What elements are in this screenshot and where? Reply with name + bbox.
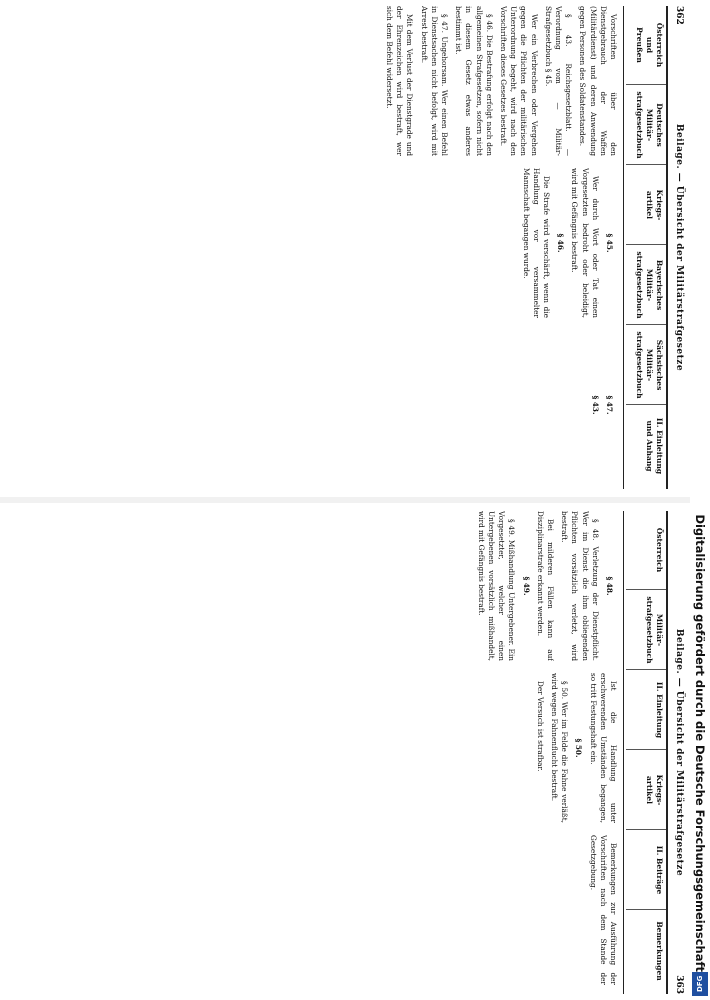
column-divider (626, 829, 666, 830)
header-rule (666, 6, 668, 489)
paragraph: § 46. Die Bestrafung erfolgt nach den allgemeinen Strafgesetzen, sofern nicht in diesem Gesetz etwas anderes bestimmt ist. (454, 6, 494, 156)
dfg-logo: DFG (692, 972, 708, 996)
paragraph: § 48. Verletzung der Dienstpflicht. Wer im Dienst die ihm obliegenden Pflichten vorsätzlich verletzt, wird bestraft. (560, 511, 600, 661)
text-column (18, 168, 618, 318)
paragraph: § 49. Mißhandlung Untergebener. Ein Vorgesetzter, welcher einen Untergebenen vorsätzlich mißhandelt, wird mit Gefängnis bestraft. (476, 511, 517, 661)
column-divider (626, 909, 666, 910)
column-headings (624, 511, 664, 994)
column-heading: Österreich (655, 527, 664, 573)
text-column (18, 330, 618, 480)
column-divider (626, 164, 666, 165)
heading-rule (623, 511, 624, 994)
section-number: § 46. (556, 233, 566, 253)
text-column (18, 835, 618, 985)
section-number: § 48. (605, 576, 614, 596)
column-divider (626, 749, 666, 750)
column-heading: II. Einleitung und Anhang (645, 417, 664, 475)
column-heading: Militär- strafgesetzbuch (645, 596, 664, 664)
column-heading: Sächsisches Militär- strafgesetzbuch (635, 331, 664, 399)
column-heading: II. Einleitung (655, 681, 664, 739)
column-divider (626, 589, 666, 590)
column-divider (626, 404, 666, 405)
section-number: § 50. (574, 738, 584, 758)
section-number: § 43. (590, 395, 600, 415)
section-number: § 49. (521, 576, 531, 596)
paragraph: § 47. Ungehorsam. Wer einen Befehl in Dienstsachen nicht befolgt, wird mit Arrest bestraft. (419, 6, 449, 156)
paragraph: Mit dem Verlust der Dienstgrade und der Ehrenzeichen wird bestraft, wer sich dem Befehl widersetzt. (384, 6, 415, 156)
left-page (0, 0, 690, 495)
right-page-header: Beilage. — Übersicht der Militärstrafgesetze (674, 628, 684, 877)
column-heading: Kriegs- artikel (645, 189, 664, 221)
section-number: § 45. (605, 233, 614, 253)
paragraph: § 43. Reichsgesetzblatt. — Verordnung vom — Militär-Strafgesetzbuch § 45. (543, 6, 574, 156)
text-column (18, 511, 618, 661)
column-heading: II. Beiträge (655, 845, 664, 895)
text-column (18, 673, 618, 823)
column-divider (626, 84, 666, 85)
column-divider (626, 669, 666, 670)
paragraph: Die Strafe wird verschärft, wenn die Handlung vor versammelter Mannschaft begangen wurde. (521, 168, 551, 318)
heading-rule (623, 6, 624, 489)
paragraph: Bemerkungen zur Ausführung der Vorschriften nach dem Stande der Gesetzgebung. (588, 835, 618, 985)
column-heading: Bemerkungen (655, 921, 664, 981)
paragraph: Vorschriften über den Dienstgebrauch der Waffen (Militärdienst) und deren Anwendung gegen Personen des Soldatenstandes. (578, 6, 618, 156)
paragraph: Bei milderen Fällen kann auf Disziplinarstrafe erkannt werden. (535, 511, 555, 661)
paragraph: Wer ein Verbrechen oder Vergehen gegen die Pflichten der militärischen Unterordnung begeht, wird nach den Vorschriften dieses Gesetzes bestraft. (498, 6, 539, 156)
paragraph: Der Versuch ist strafbar. (535, 681, 545, 772)
left-page-number: 362 (674, 6, 684, 25)
header-rule (666, 511, 668, 994)
column-divider (626, 244, 666, 245)
column-headings (624, 6, 664, 489)
left-page-header: Beilage. — Übersicht der Militärstrafgesetze (674, 123, 684, 372)
right-page (0, 505, 690, 1000)
column-heading: Kriegs- artikel (645, 774, 664, 806)
page-gutter (0, 497, 690, 503)
section-number: § 47. (605, 395, 614, 415)
funding-note: Digitalisierung gefördert durch die Deutsche Forschungsgemeinschaft (693, 514, 707, 972)
right-page-number: 363 (674, 975, 684, 994)
column-heading: Deutsches Militär- strafgesetzbuch (635, 91, 664, 159)
funding-banner (690, 0, 710, 1000)
text-column (18, 6, 618, 156)
paragraph: Wer durch Wort oder Tat einen Vorgesetzten bedroht oder beleidigt, wird mit Gefängnis bestraft. (570, 168, 600, 318)
column-heading: Österreich und Preußen (635, 22, 664, 68)
column-heading: Bayerisches Militär- strafgesetzbuch (635, 251, 664, 319)
paragraph: Ist die Handlung unter erschwerenden Umständen begangen, so tritt Festungshaft ein. (588, 673, 618, 823)
paragraph: § 50. Wer im Felde die Fahne verläßt, wird wegen Fahnenflucht bestraft. (549, 673, 570, 823)
column-divider (626, 324, 666, 325)
